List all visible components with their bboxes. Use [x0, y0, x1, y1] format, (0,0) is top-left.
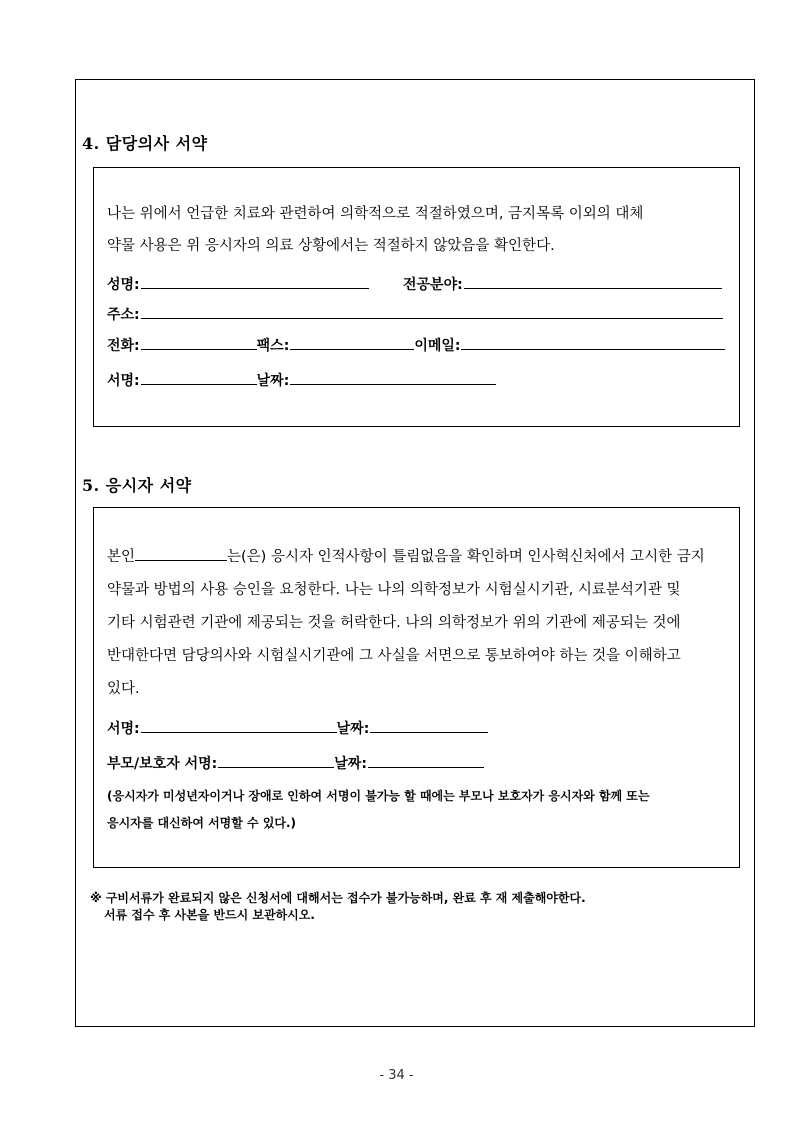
- section-4-title: 4. 담당의사 서약: [82, 134, 208, 153]
- guardian-signature-label: 부모/보호자 서명:: [107, 756, 218, 772]
- guardian-note-line-1: (응시자가 미성년자이거나 장애로 인하여 서명이 불가능 할 때에는 부모나 보호자가 응시자와 함께 또는: [107, 789, 650, 803]
- submission-note-line-1: ※ 구비서류가 완료되지 않은 신청서에 대해서는 접수가 불가능하며, 완료 후 재 제출해야한다.: [90, 891, 586, 905]
- applicant-declaration-line-1: [107, 540, 728, 574]
- applicant-signature-field[interactable]: [141, 718, 337, 733]
- doctor-email-field[interactable]: [461, 335, 725, 350]
- doctor-specialty-field[interactable]: [464, 274, 722, 289]
- applicant-declaration-line-5: 있다.: [107, 681, 140, 697]
- section-5-title: 5. 응시자 서약: [82, 476, 192, 495]
- doctor-email-label: 이메일:: [414, 338, 461, 354]
- guardian-note-line-2: 응시자를 대신하여 서명할 수 있다.): [107, 816, 297, 830]
- doctor-specialty-label: 전공분야:: [403, 277, 463, 293]
- applicant-declaration-line-4: 반대한다면 담당의사와 시험실시기관에 그 사실을 서면으로 통보하여야 하는 것을 이해하고: [107, 648, 681, 664]
- applicant-signature-row: [107, 718, 488, 738]
- applicant-name-field[interactable]: [135, 546, 227, 561]
- doctor-address-row: [107, 304, 723, 324]
- doctor-address-label: 주소:: [107, 307, 140, 323]
- doctor-signature-field[interactable]: [141, 370, 257, 385]
- doctor-address-field[interactable]: [141, 304, 723, 319]
- doctor-name-label: 성명:: [107, 277, 140, 293]
- guardian-date-label: 날짜:: [334, 756, 367, 772]
- doctor-specialty-row: [403, 274, 722, 294]
- applicant-declaration-line-1-text: 는(은) 응시자 인적사항이 틀림없음을 확인하며 인사혁신처에서 고시한 금지: [227, 549, 705, 565]
- page-number: - 34 -: [379, 1068, 414, 1083]
- doctor-name-row: [107, 274, 369, 294]
- doctor-signature-row: [107, 370, 496, 390]
- doctor-signature-label: 서명:: [107, 373, 140, 389]
- guardian-signature-row: [107, 753, 484, 773]
- applicant-declaration-line-2: 약물과 방법의 사용 승인을 요청한다. 나는 나의 의학정보가 시험실시기관, 시료분석기관 및: [107, 582, 681, 598]
- applicant-date-field[interactable]: [370, 718, 488, 733]
- doctor-date-label: 날짜:: [256, 373, 290, 389]
- applicant-date-label: 날짜:: [336, 721, 370, 737]
- doctor-contact-row: [107, 335, 725, 355]
- guardian-date-field[interactable]: [368, 753, 484, 768]
- doctor-declaration-line-2: 약물 사용은 위 응시자의 의료 상황에서는 적절하지 않았음을 확인한다.: [107, 238, 555, 254]
- doctor-date-field[interactable]: [290, 370, 496, 385]
- doctor-fax-label: 팩스:: [256, 338, 290, 354]
- applicant-signature-label: 서명:: [107, 721, 140, 737]
- applicant-self-label: 본인: [107, 549, 136, 565]
- applicant-declaration-line-3: 기타 시험관련 기관에 제공되는 것을 허락한다. 나의 의학정보가 위의 기관에 제공되는 것에: [107, 615, 681, 631]
- doctor-phone-label: 전화:: [107, 338, 140, 354]
- doctor-declaration-line-1: 나는 위에서 언급한 치료와 관련하여 의학적으로 적절하였으며, 금지목록 이외의 대체: [107, 206, 644, 222]
- doctor-fax-field[interactable]: [290, 335, 414, 350]
- guardian-signature-field[interactable]: [218, 753, 334, 768]
- doctor-phone-field[interactable]: [141, 335, 257, 350]
- doctor-name-field[interactable]: [141, 274, 369, 289]
- submission-note-line-2: 서류 접수 후 사본을 반드시 보관하시오.: [104, 908, 315, 922]
